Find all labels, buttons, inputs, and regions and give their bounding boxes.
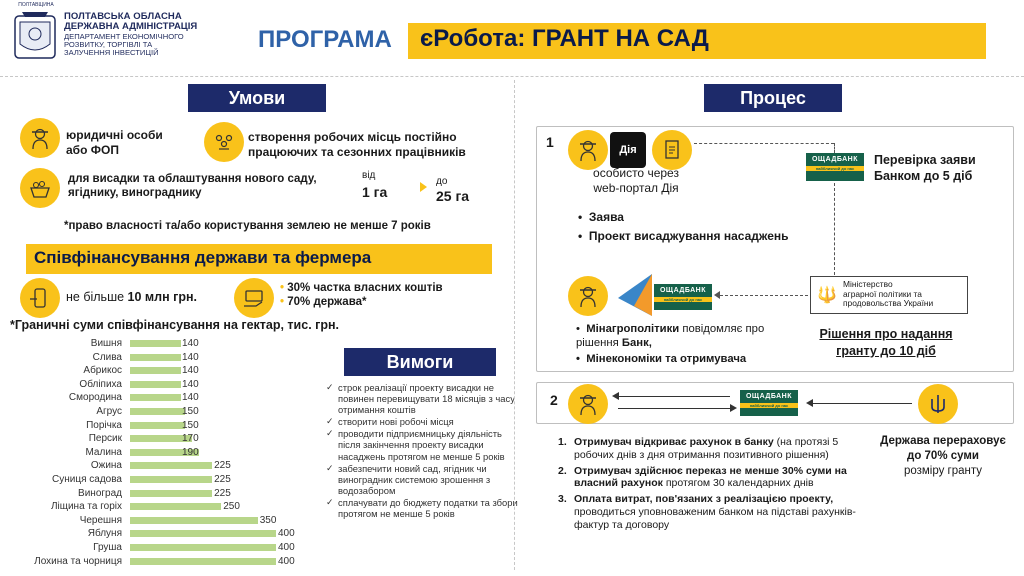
- document-icon: [652, 130, 692, 170]
- org-department-line1: ДЕПАРТАМЕНТ ЕКОНОМІЧНОГО: [64, 31, 184, 41]
- step2-list: [558, 436, 878, 535]
- cofin-own-share-text: 30% частка власних коштів: [287, 282, 443, 294]
- proces-header: Процес: [704, 84, 842, 112]
- chart-bar: [130, 408, 185, 415]
- chart-bar: [130, 394, 181, 401]
- cofin-state-share: • 70% держава*: [280, 296, 367, 308]
- fruit-basket-icon: [20, 168, 60, 208]
- state-pays-block: [866, 434, 1020, 479]
- chart-value-label: 400: [278, 555, 295, 567]
- chart-row: [0, 405, 320, 418]
- bar-chart: [0, 337, 320, 573]
- bank-sub-1: найближчий до нас: [806, 166, 864, 171]
- portal-text: [578, 166, 694, 196]
- chart-value-label: 190: [182, 446, 199, 458]
- step1-number: 1: [546, 134, 554, 150]
- arrow-recipient-to-bank: [618, 408, 730, 409]
- requirements-list: [326, 382, 524, 520]
- chart-category-label: Лохина та чорниця: [34, 555, 122, 567]
- chart-row: [0, 555, 320, 568]
- chart-value-label: 140: [182, 392, 199, 404]
- chart-value-label: 400: [278, 542, 295, 553]
- recipient-icon-step2: [568, 384, 608, 424]
- area-from-value: 1 га: [362, 184, 388, 200]
- arrow-right-icon: [420, 182, 427, 192]
- step-number: 2.: [558, 464, 567, 477]
- chart-row: [0, 419, 320, 432]
- chart-value-label: 140: [182, 378, 199, 390]
- state-pays-line1: Держава перераховує: [880, 435, 1006, 447]
- flow-arrow-to-applicant: [720, 295, 808, 296]
- requirement-item: ✓ строк реалізації проекту висадки не повинен перевищувати 18 місяців з часу отримання коштів: [326, 382, 524, 415]
- condition-legal-entity: юридичні особи або ФОП: [66, 128, 163, 157]
- ministry-name: Міністерство аграрної політики та продовольства України: [843, 279, 934, 309]
- program-label: ПРОГРАМА: [258, 26, 392, 53]
- notify-line2: • Мінекономіки та отримувача: [576, 353, 747, 366]
- notify-ministry: Мінагрополітики: [586, 323, 680, 335]
- chart-row: [0, 487, 320, 500]
- state-pays-line2: до 70% суми: [907, 449, 979, 462]
- chart-value-label: 225: [214, 474, 231, 485]
- chart-row: [0, 432, 320, 445]
- cofin-state-share-text: 70% держава*: [287, 296, 367, 308]
- cofin-limit: [66, 290, 197, 304]
- decision-text: Рішення про надання гранту до 10 діб: [819, 327, 953, 358]
- bullet-application-text: Заява: [588, 210, 624, 224]
- chart-category-label: Ліщина та горіх: [50, 501, 122, 513]
- area-from-label: від: [362, 170, 376, 181]
- cofin-header: Співфінансування держави та фермера: [34, 248, 372, 267]
- chart-category-label: Малина: [85, 446, 122, 458]
- notify-economy: Мінекономіки та отримувача: [586, 353, 747, 366]
- bank-name-3: ОЩАДБАНК: [745, 393, 793, 400]
- chart-bar: [130, 462, 212, 469]
- chart-bar: [130, 490, 212, 497]
- chart-value-label: 140: [182, 338, 199, 349]
- arrow-bank-to-recipient: [618, 396, 730, 397]
- state-pays-line3: розміру гранту: [903, 464, 983, 477]
- chart-category-label: Смородина: [68, 392, 122, 404]
- chart-category-label: Слива: [92, 351, 122, 363]
- step-number: 1.: [558, 436, 567, 448]
- bank-sub-3: найближчий до нас: [740, 403, 798, 408]
- arrow-left-icon-3: [806, 399, 813, 407]
- center-divider: [514, 80, 515, 570]
- chart-row: [0, 446, 320, 459]
- chart-category-label: Виноград: [78, 487, 122, 499]
- step-bold-text: Оплата витрат, пов'язаних з реалізацією проекту,: [574, 493, 834, 506]
- bank-name-1: ОЩАДБАНК: [811, 156, 859, 163]
- arrow-left-icon: [714, 291, 720, 299]
- bank-check-text: Перевірка заяви Банком до 5 діб: [874, 153, 976, 184]
- step-rest-text: (на протязі 5 робочих днів з дня отримання позитивного рішення): [574, 436, 839, 461]
- chart-value-label: 250: [223, 501, 240, 513]
- mobile-payment-icon: [20, 278, 60, 318]
- process-step-item: [558, 493, 878, 531]
- chart-category-label: Обліпиха: [79, 378, 122, 390]
- requirement-item: ✓ проводити підприємницьку діяльність після закінчення проекту висадки насаджень протягом не менше 5 років: [326, 428, 524, 461]
- chart-category-label: Ожина: [90, 460, 122, 472]
- org-department-line3: ЗАЛУЧЕННЯ ІНВЕСТИЦІЙ: [64, 47, 159, 57]
- trident-icon: 🔱: [817, 287, 837, 304]
- chart-category-label: Черешня: [79, 514, 122, 526]
- bank-name-2: ОЩАДБАНК: [659, 287, 707, 294]
- flow-arrow-down2: [834, 183, 835, 275]
- chart-bar: [130, 517, 258, 524]
- portal-line1: особисто через: [593, 166, 679, 180]
- bullet-application: • Заява: [578, 210, 624, 224]
- diia-logo: Дія: [610, 132, 646, 168]
- chart-row: [0, 391, 320, 404]
- chart-bar: [130, 354, 181, 361]
- chart-row: [0, 378, 320, 391]
- step-bold-text: Отримувач відкриває рахунок в банку: [574, 436, 774, 448]
- oschadbank-logo-3: [740, 390, 798, 416]
- chart-category-label: Суниця садова: [52, 474, 122, 485]
- arrow-left-icon-2: [612, 392, 619, 400]
- requirement-item: ✓ сплачувати до бюджету податки та збори протягом не менше 5 років: [326, 497, 524, 519]
- org-name-line1: ПОЛТАВСЬКА ОБЛАСНА: [64, 11, 182, 22]
- recipient-farmer-icon: [568, 276, 608, 316]
- process-step-item: [558, 436, 878, 462]
- chart-bar: [130, 530, 276, 537]
- area-to-label: до: [436, 176, 448, 187]
- chart-category-label: Абрикос: [83, 365, 122, 377]
- org-name-block: [64, 12, 214, 57]
- chart-row: [0, 527, 320, 540]
- chart-value-label: 150: [182, 419, 199, 431]
- ministry-box: [810, 276, 968, 314]
- cofin-limit-prefix: не більше: [66, 290, 128, 304]
- condition-jobs: створення робочих місць постійно працюючих та сезонних працівників: [248, 130, 466, 159]
- chart-row: [0, 500, 320, 513]
- flow-arrow-to-bank: [694, 143, 834, 144]
- farmer-icon: [20, 118, 60, 158]
- chart-row: [0, 337, 320, 350]
- notification-text: [576, 322, 776, 366]
- applicant-farmer-icon: [568, 130, 608, 170]
- chart-value-label: 225: [214, 460, 231, 472]
- portal-line2: web-портал Дія: [593, 181, 679, 195]
- chart-category-label: Яблуня: [87, 528, 122, 540]
- chart-value-label: 140: [182, 351, 199, 363]
- area-to-value: 25 га: [436, 188, 470, 204]
- chart-bar: [130, 422, 185, 429]
- chart-value-label: 170: [182, 433, 199, 445]
- step2-number: 2: [550, 392, 558, 408]
- chart-row: [0, 351, 320, 364]
- region-coat-of-arms-icon: [12, 8, 58, 64]
- ministry-economy-logo-icon: [612, 272, 658, 323]
- vymogy-header: Вимоги: [344, 348, 496, 376]
- requirement-item: ✓ забезпечити новий сад, ягідник чи виноградник системою зрошення з водозабором: [326, 463, 524, 496]
- flow-arrow-down1: [834, 143, 835, 153]
- chart-bar: [130, 503, 221, 510]
- bank-sub-2: найближчий до нас: [654, 297, 712, 302]
- chart-category-label: Агрус: [96, 406, 122, 417]
- process-step-item: [558, 465, 878, 491]
- header-divider: [0, 76, 1024, 77]
- step-rest-text: протягом 30 календарних днів: [662, 477, 814, 490]
- oschadbank-logo-2: [654, 284, 712, 310]
- chart-bar: [130, 367, 181, 374]
- cofin-own-share: • 30% частка власних коштів: [280, 282, 443, 294]
- chart-bar: [130, 340, 181, 347]
- oschadbank-logo-1: [806, 153, 864, 181]
- chart-category-label: Порічка: [86, 419, 122, 431]
- chart-bar: [130, 544, 276, 551]
- chart-value-label: 225: [214, 487, 231, 499]
- state-trident-icon: [918, 384, 958, 424]
- arrow-state-to-bank: [812, 403, 912, 404]
- chart-value-label: 140: [182, 365, 199, 377]
- org-department-line2: РОЗВИТКУ, ТОРГІВЛІ ТА: [64, 39, 153, 49]
- chart-row: [0, 541, 320, 554]
- notify-rest: повідомляє про рішення: [576, 323, 765, 350]
- arrow-right-icon-2: [730, 404, 737, 412]
- step1-bullets: [578, 208, 789, 245]
- chart-row: [0, 473, 320, 486]
- bullet-project: • Проект висаджування насаджень: [578, 228, 789, 243]
- workers-group-icon: [204, 122, 244, 162]
- umovy-header: Умови: [188, 84, 326, 112]
- chart-title: *Граничні суми співфінансування на гектар, тис. грн.: [10, 318, 340, 332]
- page-title: єРобота: ГРАНТ НА САД: [420, 25, 709, 52]
- step-bold-text: Отримувач здійснює переказ не менше 30% суми на власний рахунок: [574, 464, 847, 490]
- org-name-line2: ДЕРЖАВНА АДМІНІСТРАЦІЯ: [64, 20, 198, 32]
- chart-category-label: Вишня: [90, 338, 122, 349]
- chart-row: [0, 459, 320, 472]
- money-hand-icon: [234, 278, 274, 318]
- cofin-limit-value: 10 млн грн.: [127, 290, 197, 304]
- chart-row: [0, 514, 320, 527]
- notify-line1: • Мінагрополітики повідомляє про рішення Банк,: [576, 323, 765, 350]
- land-rights-note: *право власності та/або користування землею не менше 7 років: [64, 220, 431, 232]
- cofin-shares: [280, 282, 443, 308]
- step-rest-text: проводиться уповноваженим банком на підставі рахунків-фактур та договору: [574, 505, 856, 531]
- step-number: 3.: [558, 493, 567, 506]
- chart-value-label: 400: [278, 528, 295, 540]
- requirement-item: ✓ створити нові робочі місця: [326, 416, 524, 427]
- chart-bar: [130, 558, 276, 565]
- chart-category-label: Персик: [88, 433, 122, 445]
- chart-value-label: 350: [259, 514, 277, 526]
- chart-row: [0, 364, 320, 377]
- chart-bar: [130, 381, 181, 388]
- logo-caption: ПОЛТАВЩИНА: [18, 2, 54, 8]
- condition-planting: для висадки та облаштування нового саду, ягіднику, винограднику: [68, 173, 317, 200]
- chart-category-label: Груша: [93, 542, 122, 553]
- bullet-project-text: Проект висаджування насаджень: [588, 228, 789, 243]
- chart-value-label: 150: [182, 406, 199, 417]
- notify-bank: Банк,: [621, 337, 652, 350]
- chart-bar: [130, 476, 212, 483]
